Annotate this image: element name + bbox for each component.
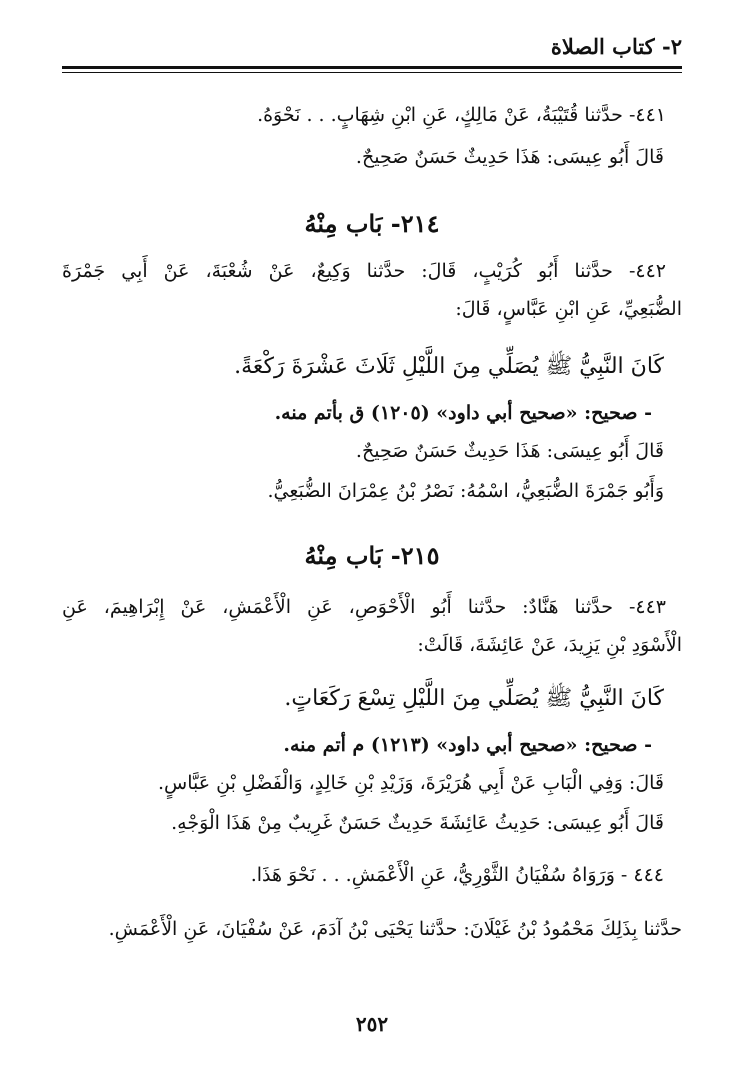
page-number: ٢٥٢ (355, 1012, 389, 1036)
chapter-heading-214: ٢١٤- بَاب مِنْهُ (304, 209, 440, 238)
chapter-references-443: قَالَ: وَفِي الْبَابِ عَنْ أَبِي هُرَيْرَةَ، وَزَيْدِ بْنِ خَالِدٍ، وَالْفَضْلِ بْنِ عَبَّاسٍ. (157, 772, 664, 794)
abu-isa-comment-442: قَالَ أَبُو عِيسَى: هَذَا حَدِيثٌ حَسَنٌ صَحِيحٌ. (355, 440, 664, 462)
header-rule-thick (62, 66, 682, 69)
header-rule-thin (62, 72, 682, 73)
hadith-442-line-2: الضُّبَعِيِّ، عَنِ ابْنِ عَبَّاسٍ، قَالَ: (455, 298, 682, 320)
grading-442: - صحيح: «صحيح أبي داود» (١٢٠٥) ق بأتم منه. (274, 402, 652, 424)
hadith-441: ٤٤١- حدَّثنا قُتَيْبَةُ، عَنْ مَالِكٍ، عَنِ ابْنِ شِهَابٍ. . . نَحْوَهُ. (257, 104, 666, 126)
running-header (62, 30, 682, 64)
hadith-442-matn: كَانَ النَّبِيُّ ﷺ يُصَلِّي مِنَ اللَّيْلِ ثَلَاثَ عَشْرَةَ رَكْعَةً. (234, 354, 664, 379)
hadith-443-line-1: ٤٤٣- حدَّثنا هَنَّادٌ: حدَّثنا أَبُو الْأَحْوَصِ، عَنِ الْأَعْمَشِ، عَنْ إِبْرَاهِيمَ، عَنِ (62, 596, 666, 618)
grading-443: - صحيح: «صحيح أبي داود» (١٢١٣) م أتم منه. (283, 734, 652, 756)
abu-isa-comment-443: قَالَ أَبُو عِيسَى: حَدِيثُ عَائِشَةَ حَدِيثٌ حَسَنٌ غَرِيبٌ مِنْ هَذَا الْوَجْهِ. (171, 812, 664, 834)
hadith-444-chain: حدَّثنا بِذَلِكَ مَحْمُودُ بْنُ غَيْلَانَ: حدَّثنا يَحْيَى بْنُ آدَمَ، عَنْ سُفْيَانَ، عَنِ الْأَعْمَشِ. (108, 918, 682, 940)
narrator-note-442: وَأَبُو جَمْرَةَ الضُّبَعِيُّ، اسْمُهُ: نَصْرُ بْنُ عِمْرَانَ الضُّبَعِيُّ. (267, 480, 664, 502)
hadith-443-line-2: الْأَسْوَدِ بْنِ يَزِيدَ، عَنْ عَائِشَةَ، قَالَتْ: (417, 634, 682, 656)
abu-isa-comment-441: قَالَ أَبُو عِيسَى: هَذَا حَدِيثٌ حَسَنٌ صَحِيحٌ. (355, 146, 664, 168)
hadith-442-line-1: ٤٤٢- حدَّثنا أَبُو كُرَيْبٍ، قَالَ: حدَّثنا وَكِيعٌ، عَنْ شُعْبَةَ، عَنْ أَبِي جَمْرَةَ (62, 260, 666, 282)
hadith-443-matn: كَانَ النَّبِيُّ ﷺ يُصَلِّي مِنَ اللَّيْلِ تِسْعَ رَكَعَاتٍ. (284, 686, 664, 711)
chapter-title: ٢- كتاب الصلاة (550, 34, 682, 59)
chapter-heading-215: ٢١٥- بَاب مِنْهُ (304, 541, 440, 570)
hadith-444: ٤٤٤ - وَرَوَاهُ سُفْيَانُ الثَّوْرِيُّ، عَنِ الْأَعْمَشِ. . . نَحْوَ هَذَا. (250, 864, 664, 886)
